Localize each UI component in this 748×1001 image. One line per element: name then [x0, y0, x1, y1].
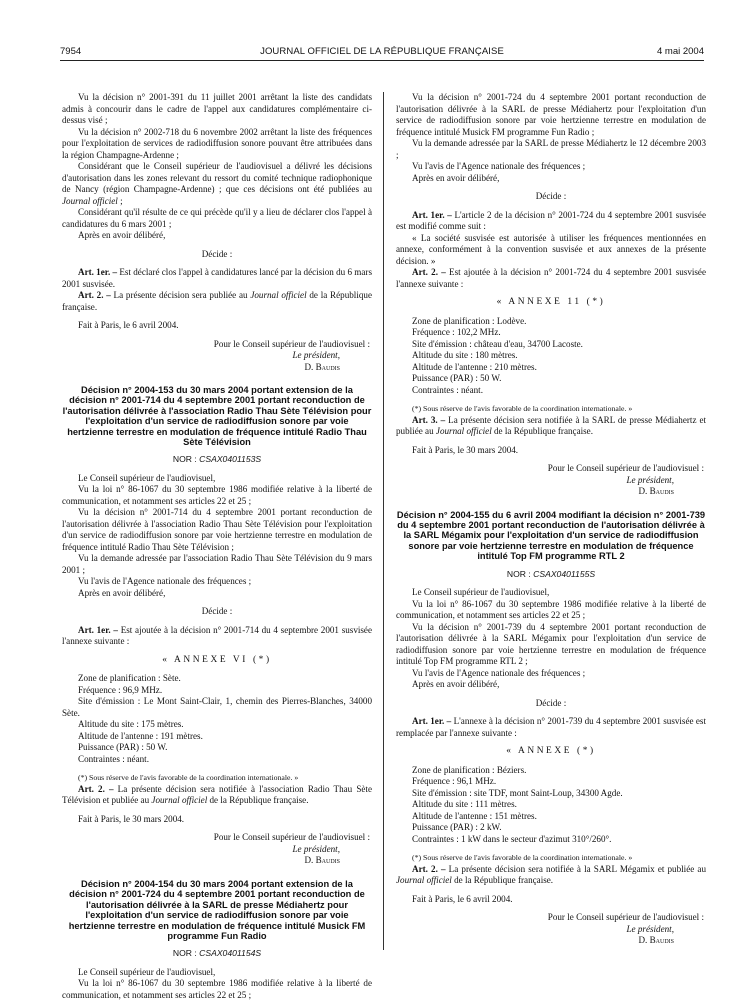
- paragraph: Vu l'avis de l'Agence nationale des fréquences ;: [412, 161, 586, 171]
- article: [396, 415, 706, 438]
- article-label: Art. 1er. –: [78, 624, 118, 635]
- signature-date: Fait à Paris, le 6 avril 2004.: [412, 893, 513, 904]
- annex-constraints: Contraintes : néant.: [78, 753, 149, 764]
- annex-site-altitude: Altitude du site : 180 mètres.: [412, 350, 518, 360]
- paragraph: Considérant qu'il résulte de ce qui précède qu'il y a lieu de déclarer clos l'appel à candidatures du 6 mars 2001 ;: [62, 207, 372, 229]
- annex-power: Puissance (PAR) : 2 kW.: [412, 822, 502, 833]
- text: La présente décision sera notifiée à l'association Radio Thau Sète Télévision et publiée au: [62, 783, 372, 806]
- paragraph: Vu la décision n° 2001-391 du 11 juillet 2001 arrêtant la liste des candidats admis à concourir dans le cadre de l'appel aux candidatures complémentaire ci-dessus visé ;: [62, 92, 372, 125]
- paragraph: Vu la loi n° 86-1067 du 30 septembre 1986 modifiée relative à la liberté de communication, et notamment ses articles 22 et 25 ;: [62, 978, 372, 1000]
- article-label: Art. 2. –: [78, 783, 114, 794]
- annex-title: « ANNEXE VI (*): [162, 654, 272, 665]
- annex-site-altitude: Altitude du site : 175 mètres.: [78, 719, 184, 730]
- nor-reference: [62, 454, 372, 466]
- signature-role: Le président,: [292, 350, 340, 360]
- annex-note: (*) Sous réserve de l'avis favorable de la coordination internationale. »: [78, 773, 299, 783]
- nor-label: NOR :: [506, 568, 534, 579]
- article-label: Art. 2. –: [412, 267, 446, 277]
- column-divider: [383, 92, 384, 950]
- article: [62, 290, 372, 313]
- annex-zone: Zone de planification : Sète.: [78, 673, 181, 684]
- paragraph: Vu l'avis de l'Agence nationale des fréquences ;: [78, 576, 252, 587]
- decide-heading: Décide :: [201, 606, 233, 617]
- article-label: Art. 1er. –: [412, 209, 452, 220]
- article: [396, 716, 706, 739]
- annex-constraints: Contraintes : 1 kW dans le secteur d'azimut 310°/260°.: [412, 833, 612, 844]
- paragraph: Vu la demande adressée par la SARL de presse Médiahertz le 12 décembre 2003 ;: [396, 138, 706, 160]
- annex-title: « ANNEXE (*): [506, 746, 596, 757]
- paragraph: Vu la loi n° 86-1067 du 30 septembre 1986 modifiée relative à la liberté de communication, et notamment ses articles 22 et 25 ;: [62, 484, 372, 506]
- article: [396, 267, 706, 290]
- annex-site: Site d'émission : Le Mont Saint-Clair, 1, chemin des Pierres-Blanches, 34000 Sète.: [62, 696, 372, 718]
- article: [62, 784, 372, 807]
- paragraph: Vu la loi n° 86-1067 du 30 septembre 1986 modifiée relative à la liberté de communication, et notamment ses articles 22 et 25 ;: [396, 598, 706, 621]
- journal-reference: Journal officiel: [151, 795, 208, 806]
- paragraph: Vu la décision n° 2001-739 du 4 septembre 2001 portant reconduction de l'autorisation délivrée à la SARL Mégamix pour l'exploitation d'un service de radiodiffusion sonore par voie hertzienne terrestre en modulation de fréquence intitulé Top FM programme RTL 2 ;: [396, 621, 706, 667]
- nor-label: NOR :: [172, 948, 200, 959]
- signature-date: Fait à Paris, le 30 mars 2004.: [78, 813, 185, 824]
- paragraph: Vu la demande adressée par l'association Radio Thau Sète Télévision du 9 mars 2001 ;: [62, 553, 372, 575]
- article-label: Art. 3. –: [412, 414, 446, 425]
- article: [396, 210, 706, 233]
- issue-date: 4 mai 2004: [656, 46, 704, 57]
- annex-antenna-altitude: Altitude de l'antenne : 151 mètres.: [412, 810, 537, 821]
- text: La présente décision sera notifiée à la SARL Mégamix et publiée au: [445, 863, 706, 874]
- annex-note: (*) Sous réserve de l'avis favorable de la coordination internationale. »: [412, 853, 633, 863]
- left-column: [62, 92, 372, 1001]
- text: Est ajoutée à la décision n° 2001-714 du 4 septembre 2001 susvisée l'annexe suivante :: [62, 624, 373, 647]
- journal-reference: Journal officiel: [62, 195, 118, 206]
- annex-zone: Zone de planification : Béziers.: [412, 764, 527, 775]
- signature-name: D. Baudis: [304, 855, 340, 866]
- text: de la République française.: [207, 795, 309, 806]
- text: ;: [117, 195, 123, 206]
- article: [62, 267, 372, 290]
- text: de la République française.: [451, 875, 554, 886]
- nor-code: CSAX0401153S: [199, 454, 262, 465]
- decision-title: Décision n° 2004-154 du 30 mars 2004 portant extension de la décision n° 2001-724 du 4 septembre 2001 portant reconduction de l'autorisation délivrée à la SARL de presse Médiahertz pour l'exploitation d'un service de radiodiffusion sonore par voie hertzienne terrestre en modulation de fréquence intitulé Musick FM programme Fun Radio: [68, 878, 366, 941]
- journal-reference: Journal officiel: [250, 290, 307, 300]
- text: de la République française.: [62, 290, 372, 312]
- signature-name: D. Baudis: [638, 935, 674, 946]
- text: Est ajoutée à la décision n° 2001-724 du 4 septembre 2001 susvisée l'annexe suivante :: [396, 267, 706, 289]
- signature-council: Pour le Conseil supérieur de l'audiovisuel :: [213, 832, 370, 843]
- annex-frequency: Fréquence : 96,9 MHz.: [78, 684, 163, 695]
- annex-frequency: Fréquence : 102,2 MHz.: [412, 327, 501, 337]
- article-label: Art. 1er. –: [412, 716, 452, 727]
- signature-role: Le président,: [626, 923, 674, 934]
- paragraph: Vu la décision n° 2001-724 du 4 septembre 2001 portant reconduction de l'autorisation délivrée à la SARL de presse Médiahertz pour l'exploitation d'un service de radiodiffusion sonore par voie hertzienne terrestre en modulation de fréquence intitulé Musick FM programme Fun Radio ;: [396, 92, 706, 137]
- header-rule: [60, 60, 704, 61]
- signature-council: Pour le Conseil supérieur de l'audiovisuel :: [547, 912, 704, 923]
- signature-date: Fait à Paris, le 6 avril 2004.: [78, 320, 179, 330]
- decision-title: Décision n° 2004-153 du 30 mars 2004 portant extension de la décision n° 2001-714 du 4 septembre 2001 portant reconduction de l'autorisation délivrée à l'association Radio Thau Sète Télévision pour l'exploitation d'un service de radiodiffusion sonore par voie hertzienne terrestre en modulation de fréquence intitulé Radio Thau Sète Télévision: [62, 385, 372, 448]
- signature-role: Le président,: [292, 843, 340, 854]
- text: L'annexe à la décision n° 2001-739 du 4 septembre 2001 susvisée est remplacée par l'annexe suivante :: [396, 716, 707, 738]
- decide-heading: Décide :: [535, 191, 567, 201]
- signature-council: Pour le Conseil supérieur de l'audiovisuel :: [547, 463, 704, 473]
- decide-heading: Décide :: [535, 697, 567, 708]
- annex-site: Site d'émission : château d'eau, 34700 Lacoste.: [412, 338, 583, 349]
- annex-antenna-altitude: Altitude de l'antenne : 191 mètres.: [78, 730, 203, 741]
- annex-power: Puissance (PAR) : 50 W.: [78, 742, 168, 753]
- paragraph: Après en avoir délibéré,: [412, 172, 500, 183]
- page-header: [60, 46, 704, 60]
- decide-heading: Décide :: [201, 248, 233, 259]
- annex-frequency: Fréquence : 96,1 MHz.: [412, 776, 497, 787]
- article-label: Art. 2. –: [78, 290, 111, 300]
- nor-reference: [396, 569, 706, 581]
- paragraph: Après en avoir délibéré,: [78, 587, 166, 598]
- article: [396, 864, 706, 887]
- paragraph: Le Conseil supérieur de l'audiovisuel,: [78, 966, 216, 977]
- annex-site-altitude: Altitude du site : 111 mètres.: [412, 799, 517, 810]
- right-column: [396, 92, 706, 947]
- annex-note: (*) Sous réserve de l'avis favorable de la coordination internationale. »: [412, 404, 633, 413]
- nor-label: NOR :: [172, 454, 200, 465]
- signature-name: D. Baudis: [638, 486, 674, 496]
- annex-title: « ANNEXE 11 (*): [496, 297, 606, 307]
- paragraph: Vu l'avis de l'Agence nationale des fréquences ;: [412, 667, 586, 678]
- quoted-text: « La société susvisée est autorisée à utiliser les fréquences mentionnées en annexe, conformément à la convention susvisée et aux annexes de la présente décision. »: [396, 232, 706, 266]
- text: La présente décision sera notifiée à la SARL de presse Médiahertz et publiée au: [396, 414, 707, 436]
- paragraph: Vu la décision n° 2001-714 du 4 septembre 2001 portant reconduction de l'autorisation délivrée à l'association Radio Thau Sète Télévision pour l'exploitation d'un service de radiodiffusion sonore par voie hertzienne terrestre en modulation de fréquence intitulé Radio Thau Sète Télévision ;: [62, 507, 372, 552]
- annex-zone: Zone de planification : Lodève.: [412, 315, 527, 326]
- signature-council: Pour le Conseil supérieur de l'audiovisuel :: [213, 338, 370, 349]
- article-label: Art. 2. –: [412, 863, 446, 874]
- decision-title: Décision n° 2004-155 du 6 avril 2004 modifiant la décision n° 2001-739 du 4 septembre 2001 portant reconduction de l'autorisation délivrée à la SARL Mégamix pour l'exploitation d'un service de radiodiffusion sonore par voie hertzienne terrestre en modulation de fréquence intitulé Top FM programme RTL 2: [396, 509, 706, 562]
- annex-power: Puissance (PAR) : 50 W.: [412, 373, 502, 383]
- journal-reference: Journal officiel: [435, 426, 492, 436]
- article: [62, 625, 372, 648]
- paragraph: Le Conseil supérieur de l'audiovisuel,: [412, 587, 550, 598]
- journal-title: JOURNAL OFFICIEL DE LA RÉPUBLIQUE FRANÇAISE: [260, 46, 504, 57]
- paragraph: [62, 161, 372, 207]
- text: L'article 2 de la décision n° 2001-724 du 4 septembre 2001 susvisée est modifié comme suit :: [396, 209, 706, 231]
- nor-code: CSAX0401155S: [533, 568, 596, 579]
- signature-name: D. Baudis: [304, 361, 340, 372]
- paragraph: Après en avoir délibéré,: [78, 230, 166, 240]
- paragraph: Après en avoir délibéré,: [412, 679, 500, 690]
- paragraph: Le Conseil supérieur de l'audiovisuel,: [78, 472, 216, 483]
- paragraph: Vu la décision n° 2002-718 du 6 novembre 2002 arrêtant la liste des fréquences pour l'exploitation de services de radiodiffusion sonore pouvant être attribuées dans la région Champagne-Ardenne ;: [62, 126, 372, 160]
- text: de la République française.: [491, 426, 593, 436]
- signature-date: Fait à Paris, le 30 mars 2004.: [412, 444, 519, 455]
- annex-constraints: Contraintes : néant.: [412, 384, 483, 395]
- journal-reference: Journal officiel: [396, 875, 452, 886]
- article-label: Art. 1er. –: [78, 267, 118, 277]
- nor-code: CSAX0401154S: [199, 948, 262, 959]
- text: La présente décision sera publiée au: [110, 290, 251, 300]
- annex-site: Site d'émission : site TDF, mont Saint-Loup, 34300 Agde.: [412, 787, 623, 798]
- page-number: 7954: [60, 46, 82, 57]
- annex-antenna-altitude: Altitude de l'antenne : 210 mètres.: [412, 361, 537, 372]
- text: Est déclaré clos l'appel à candidatures lancé par la décision du 6 mars 2001 susvisée.: [62, 267, 372, 289]
- signature-role: Le président,: [626, 474, 674, 485]
- text: Considérant que le Conseil supérieur de l'audiovisuel a délivré les décisions d'autorisation dans les zones relevant du ressort du comité technique radiophonique de Nancy (région Champagne-Ardenne) ; que ces décisions ont été publiées au: [62, 161, 372, 194]
- nor-reference: [62, 948, 372, 960]
